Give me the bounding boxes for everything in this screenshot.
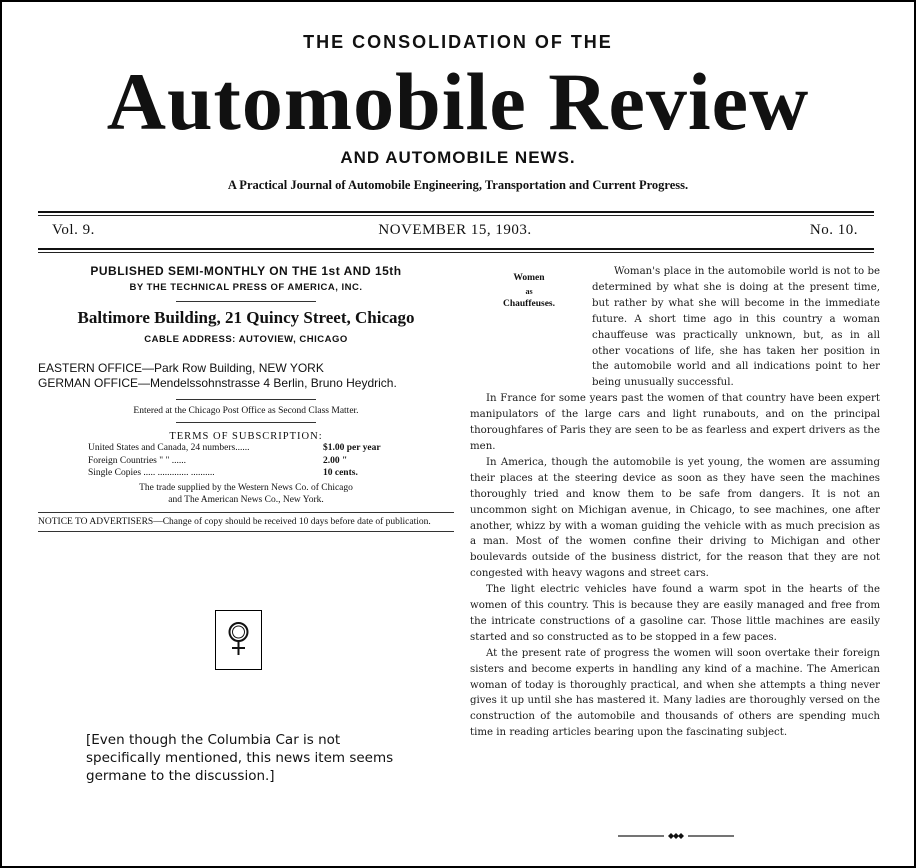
trade-line: and The American News Co., New York. (168, 494, 324, 505)
article-body (470, 264, 880, 741)
publisher-name: BY THE TECHNICAL PRESS OF AMERICA, INC. (129, 282, 363, 293)
german-office: GERMAN OFFICE—Mendelssohnstrasse 4 Berlin, Bruno Heydrich. (38, 376, 397, 390)
cable-address: CABLE ADDRESS: AUTOVIEW, CHICAGO (144, 334, 348, 345)
terms-row (88, 467, 408, 480)
issue-number: No. 10. (809, 222, 858, 238)
dateline (52, 222, 858, 244)
issue-date: NOVEMBER 15, 1903. (378, 222, 532, 238)
terms-label: Foreign Countries " " ...... (88, 455, 187, 466)
rule-bottom-thin (38, 252, 874, 253)
article-paragraph: Woman's place in the automobile world is not to be determined by what she is doing at the present time, but rather by what she will become in the immediate future. A short time ago in this country a woman chauffeuse was practically unknown, but, as in all other vocations of life, she has taken her position in the automobile world and all indications point to her being unusually successful. (592, 266, 880, 389)
editor-caption: [Even though the Columbia Car is not specifically mentioned, this news item seems germane to the discussion.] (86, 732, 394, 784)
terms-label: Single Copies ..... ............. .......... (88, 468, 215, 478)
ornament-divider-icon (618, 832, 734, 840)
masthead-top-line: THE CONSOLIDATION OF THE (303, 32, 613, 52)
article (470, 264, 880, 741)
article-paragraph: At the present rate of progress the women will soon overtake their foreign sisters and become experts in handling any kind of a machine. The American woman of today is thoroughly practical, and when she attempts a thing never gives it up until she has mastered it. Many ladies are thoroughly versed on the construction of the automobile and thousands of others are spending much time in reading articles bearing upon the fascinating subject. (470, 647, 880, 739)
rule-top (38, 211, 874, 213)
advertisers-notice: NOTICE TO ADVERTISERS—Change of copy should be received 10 days before date of publication. (38, 512, 454, 532)
terms-value: 2.00 " (323, 455, 348, 466)
terms-value: 10 cents. (323, 468, 358, 478)
volume-label: Vol. 9. (52, 222, 95, 238)
divider (176, 399, 316, 400)
publisher-info (38, 264, 454, 532)
terms-label: United States and Canada, 24 numbers...... (88, 443, 250, 453)
article-paragraph: The light electric vehicles have found a warm spot in the hearts of the women of this country. This is because they are easily managed and free from the intricate constructions of a gasoline car. Those little machines are easily started and so constructed as to be stopped in a few paces. (470, 584, 880, 643)
rule-bottom (38, 248, 874, 250)
offices (38, 361, 454, 391)
masthead-sub-line: AND AUTOMOBILE NEWS. (340, 148, 576, 167)
divider (176, 301, 316, 302)
terms-title: TERMS OF SUBSCRIPTION: (169, 431, 323, 442)
trade-line: The trade supplied by the Western News Co. of Chicago (139, 482, 353, 493)
article-side-head (484, 272, 574, 311)
rule-top-thin (38, 215, 874, 216)
publisher-address: Baltimore Building, 21 Quincy Street, Chicago (77, 308, 415, 327)
divider (176, 422, 316, 423)
article-paragraph: In France for some years past the women of that country have been expert manipulators of the large cars and light runabouts, and on the principal thoroughfares of Paris they are seen to be as fearless and expert drivers as the men. (470, 393, 880, 452)
side-head-line: Women (513, 273, 545, 283)
publication-schedule: PUBLISHED SEMI-MONTHLY ON THE 1st AND 15th (90, 264, 402, 278)
venus-symbol-icon (215, 610, 262, 670)
eastern-office: EASTERN OFFICE—Park Row Building, NEW YORK (38, 361, 324, 375)
side-head-line: Chauffeuses. (503, 299, 555, 309)
venus-symbol-graphic (216, 611, 261, 669)
terms-value: $1.00 per year (323, 443, 381, 453)
terms-row (88, 442, 408, 455)
side-head-line: as (525, 287, 533, 296)
article-paragraph: In America, though the automobile is yet young, the women are assuming their places at the steering device as soon as they have seen the machines thoroughly tried and know them to be safe from dangers. It is not an uncommon sight on Michigan avenue, in Chicago, to see machines, one after another, whizz by with a woman guiding the vehicle with as much precision as a man. Most of the women confine their driving to Michigan and other boulevards outside of the business district, for the reason that they are not congested with heavy wagons and street cars. (470, 456, 880, 580)
terms-row (88, 455, 408, 468)
masthead-tagline: A Practical Journal of Automobile Engineering, Transportation and Current Progress. (227, 178, 689, 192)
entered-notice: Entered at the Chicago Post Office as Second Class Matter. (133, 406, 359, 416)
masthead-title: Automobile Review (106, 56, 810, 147)
